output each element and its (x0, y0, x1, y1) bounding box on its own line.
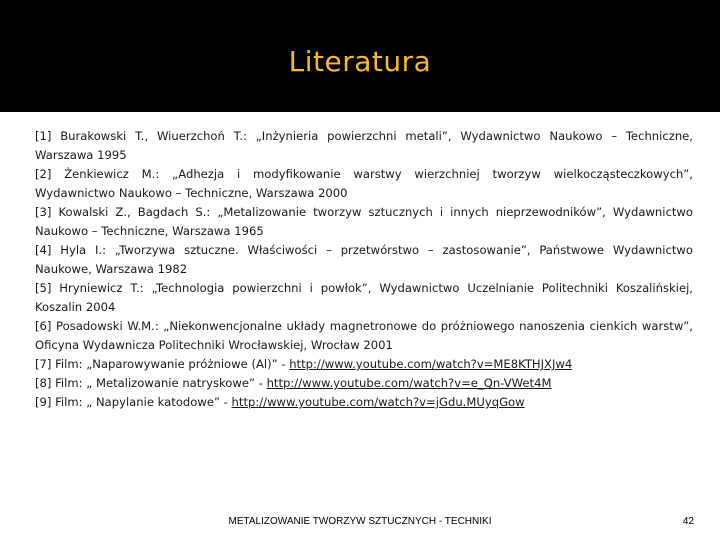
reference-item (35, 317, 693, 355)
reference-text: [6] Posadowski W.M.: „Niekonwencjonalne układy magnetronowe do próżniowego nanoszenia cienkich warstw”, Oficyna Wydawnicza Politechniki Wrocławskiej, Wrocław 2001 (35, 319, 693, 352)
reference-text: [8] Film: „ Metalizowanie natryskowe” - (35, 376, 267, 390)
reference-item (35, 355, 693, 374)
slide-footer: METALIZOWANIE TWORZYW SZTUCZNYCH - TECHNIKI (228, 516, 492, 527)
reference-item (35, 279, 693, 317)
reference-text: [2] Żenkiewicz M.: „Adhezja i modyfikowanie warstwy wierzchniej tworzyw wielkocząsteczkowych”, Wydawnictwo Naukowo – Techniczne, Warszawa 2000 (35, 167, 693, 200)
reference-text: [3] Kowalski Z., Bagdach S.: „Metalizowanie tworzyw sztucznych i innych nieprzewodników”, Wydawnictwo Naukowo – Techniczne, Warszawa 1965 (35, 205, 693, 238)
reference-link[interactable]: http://www.youtube.com/watch?v=e_Qn-VWet4M (266, 376, 552, 390)
reference-link[interactable]: http://www.youtube.com/watch?v=jGdu.MUyqGow (231, 395, 525, 409)
reference-text: [5] Hryniewicz T.: „Technologia powierzchni i powłok”, Wydawnictwo Uczelnianie Politechniki Koszalińskiej, Koszalin 2004 (35, 281, 693, 314)
reference-text: [4] Hyla I.: „Tworzywa sztuczne. Właściwości – przetwórstwo – zastosowanie”, Państwowe Wydawnictwo Naukowe, Warszawa 1982 (35, 243, 693, 276)
reference-text: [9] Film: „ Napylanie katodowe” - (35, 395, 232, 409)
reference-item (35, 393, 693, 412)
page-number: 42 (682, 516, 694, 527)
reference-item (35, 203, 693, 241)
reference-item (35, 127, 693, 165)
reference-item (35, 374, 693, 393)
reference-item (35, 241, 693, 279)
slide-title: Literatura (288, 45, 432, 78)
reference-link[interactable]: http://www.youtube.com/watch?v=ME8KTHJXJw4 (289, 357, 573, 371)
reference-text: [1] Burakowski T., Wiuerzchoń T.: „Inżynieria powierzchni metali”, Wydawnictwo Naukowo – Techniczne, Warszawa 1995 (35, 129, 693, 162)
reference-text: [7] Film: „Naparowywanie próżniowe (Al)” - (35, 357, 290, 371)
references-list (35, 127, 693, 412)
reference-item (35, 165, 693, 203)
title-bar (0, 0, 720, 112)
